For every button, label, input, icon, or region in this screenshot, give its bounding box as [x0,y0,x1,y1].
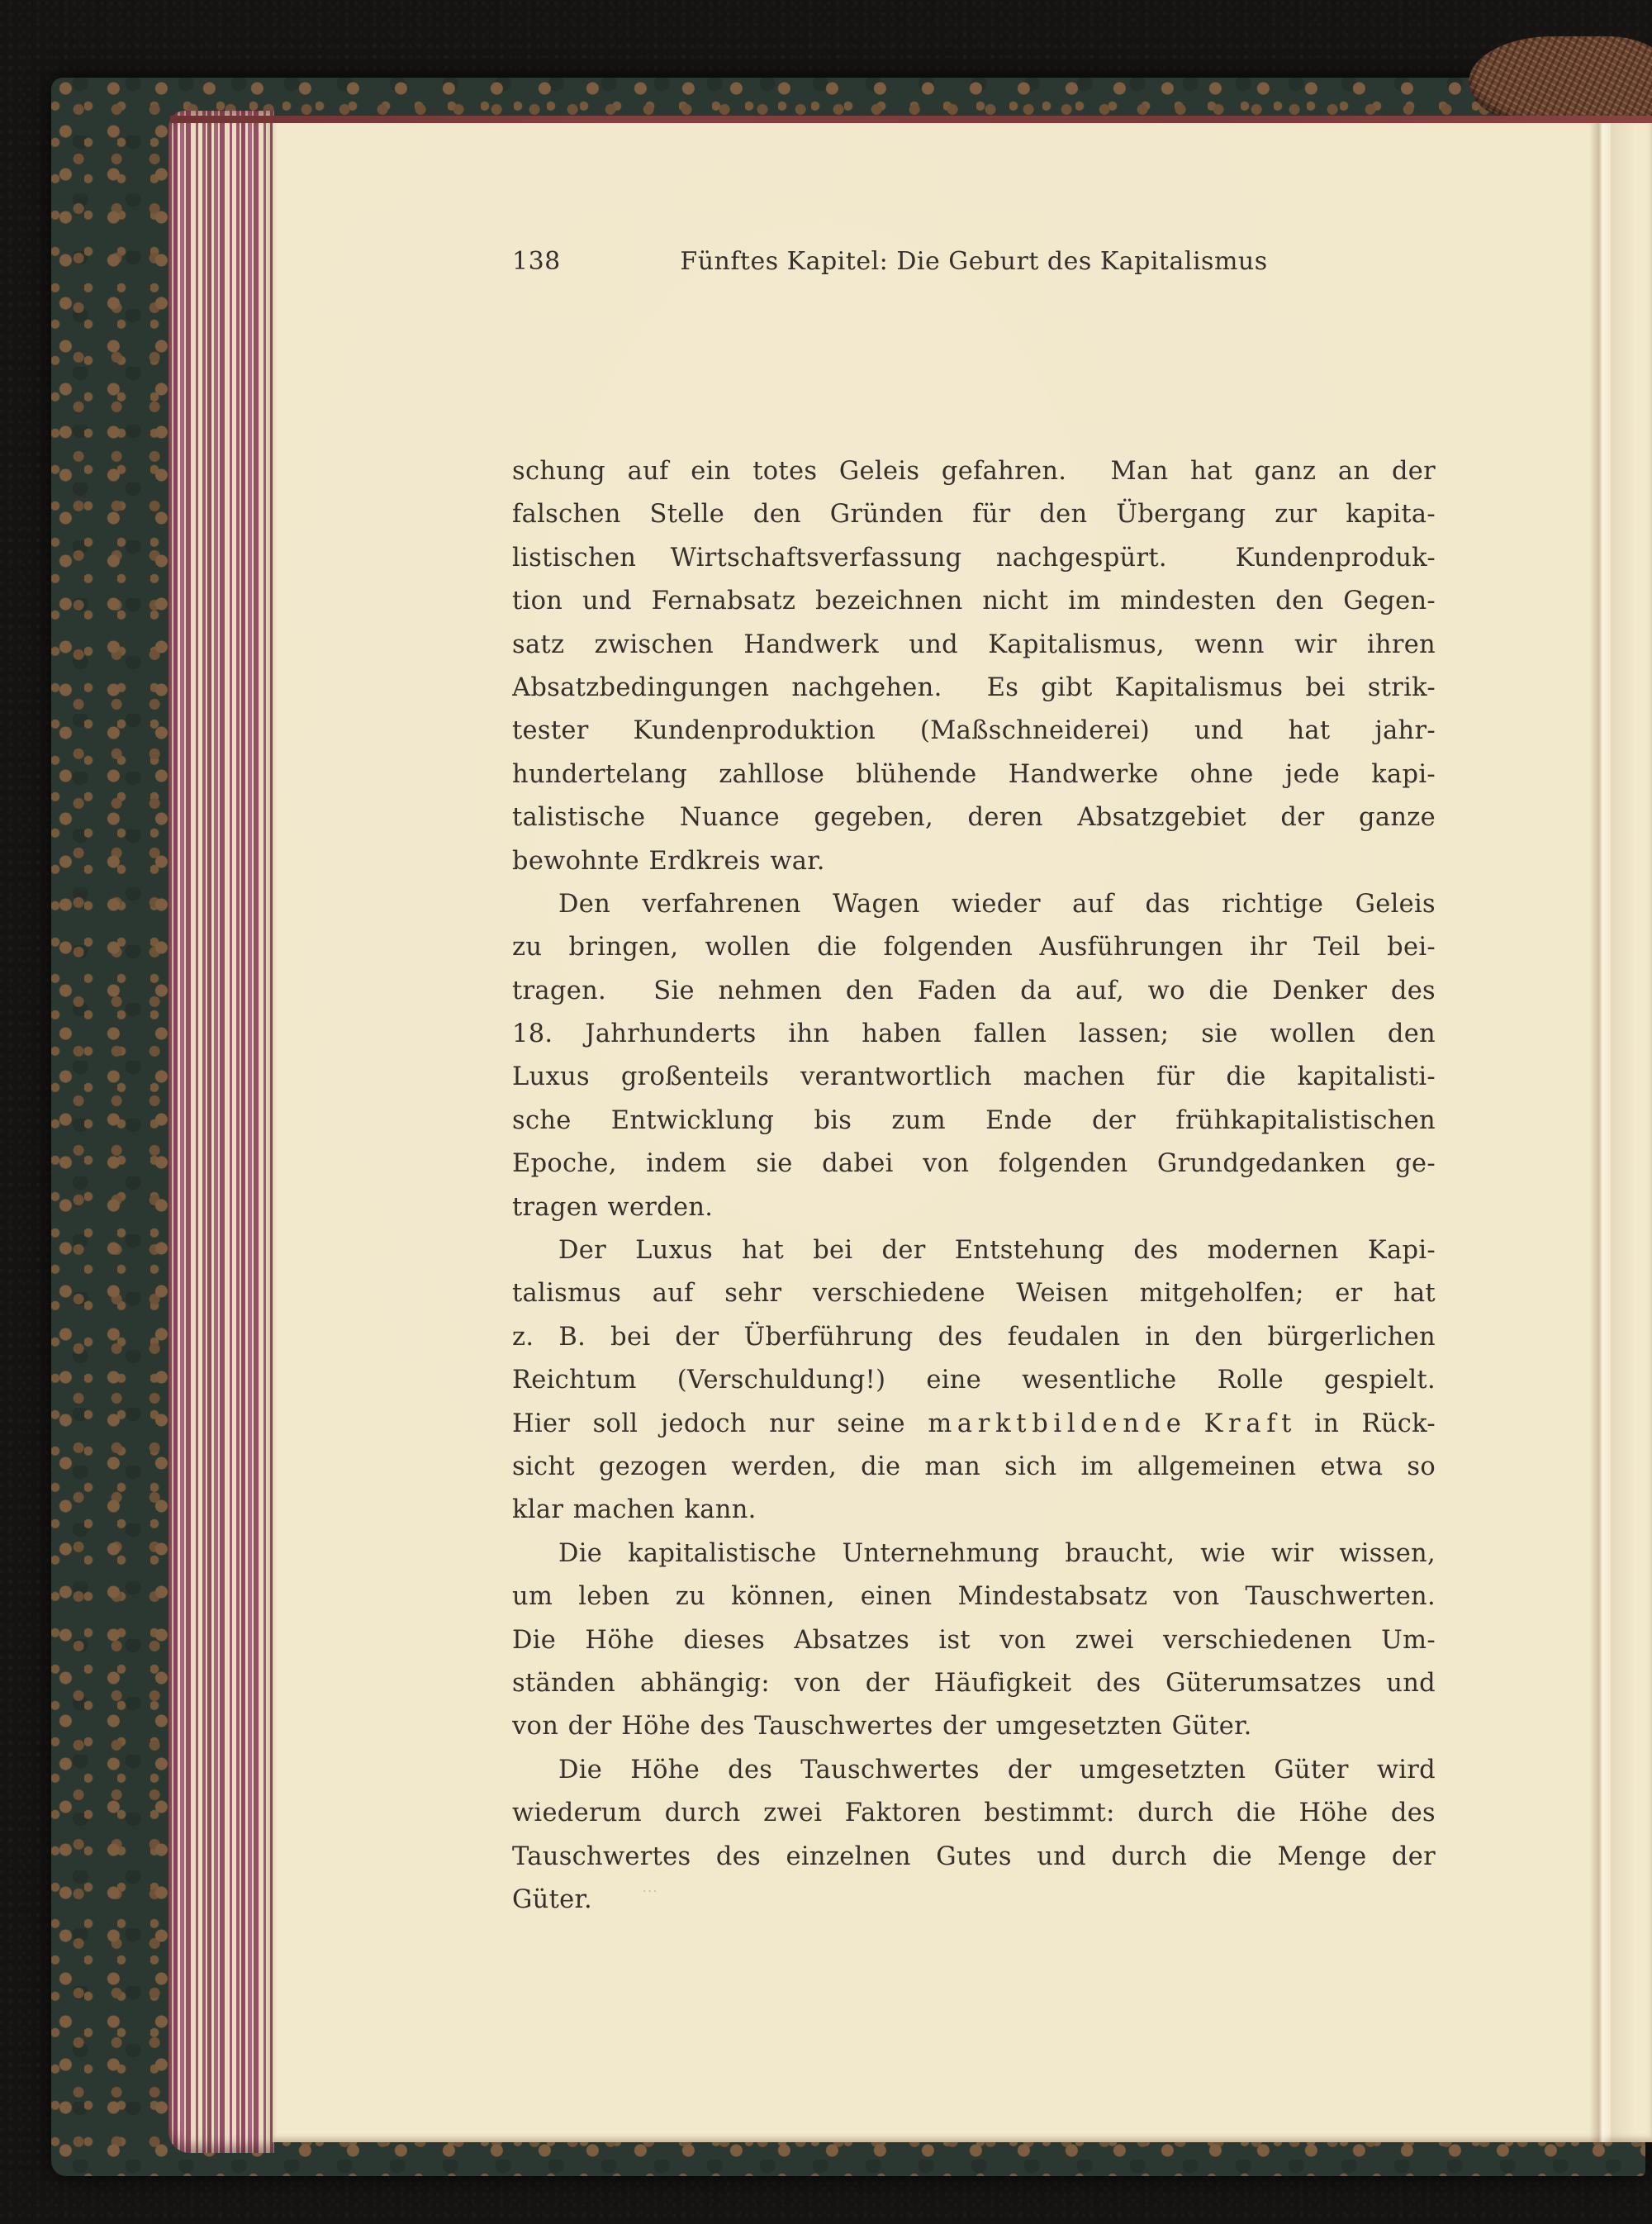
text-line: klar machen kann. [512,1495,757,1525]
text-line: tester Kundenproduktion (Maßschneiderei) und hat jahr- [512,716,1436,746]
text-line: ständen abhängig: von der Häufigkeit des Güterumsatzes und [512,1668,1436,1698]
text-line: Die Höhe dieses Absatzes ist von zwei verschiedenen Um- [512,1625,1436,1655]
text-line: tragen. Sie nehmen den Faden da auf, wo die Denker des [512,976,1436,1005]
text-block [512,450,1436,1922]
text-line: bewohnte Erdkreis war. [512,846,825,876]
page-gutter-fold [1589,121,1611,2142]
text-line: sicht gezogen werden, die man sich im allgemeinen etwa so [512,1452,1436,1481]
text-line: Tauschwertes des einzelnen Gutes und durch die Menge der [512,1841,1436,1871]
text-line: zu bringen, wollen die folgenden Ausführungen ihr Teil bei- [512,933,1436,962]
paper-speck: ··· [643,1885,659,1898]
text-column [512,247,1436,1914]
page-fore-edge [169,111,274,2153]
text-line: schung auf ein totes Geleis gefahren. Man hat ganz an der [512,457,1436,486]
text-line: Die kapitalistische Unternehmung braucht, wie wir wissen, [558,1538,1436,1568]
text-line: Reichtum (Verschuldung!) eine wesentliche Rolle gespielt. [512,1366,1436,1395]
text-line: Absatzbedingungen nachgehen. Es gibt Kapitalismus bei strik- [512,672,1436,702]
text-line: tragen werden. [512,1192,714,1222]
text-line: listischen Wirtschaftsverfassung nachgespürt. Kundenproduk- [512,543,1436,573]
text-line: talistische Nuance gegeben, deren Absatzgebiet der ganze [512,803,1436,833]
text-line: satz zwischen Handwerk und Kapitalismus, wenn wir ihren [512,630,1436,659]
text-line: z. B. bei der Überführung des feudalen in den bürgerlichen [512,1322,1436,1352]
running-header [512,247,1436,297]
facing-page-shading [1611,121,1652,2142]
text-line: Der Luxus hat bei der Entstehung des modernen Kapi- [558,1236,1436,1266]
text-line: Epoche, indem sie dabei von folgenden Grundgedanken ge- [512,1149,1436,1179]
text-line: Den verfahrenen Wagen wieder auf das richtige Geleis [558,889,1436,919]
text-line: hundertelang zahllose blühende Handwerke ohne jede kapi- [512,759,1436,789]
page-top-edge [170,116,1652,123]
text-line: 18. Jahrhunderts ihn haben fallen lassen; sie wollen den [512,1019,1436,1049]
text-line: um leben zu können, einen Mindestabsatz von Tauschwerten. [512,1582,1436,1612]
chapter-header: Fünftes Kapitel: Die Geburt des Kapitalismus [680,247,1268,276]
text-line: Hier soll jedoch nur seine m a r k t b i l d e n d e K r a f t in Rück- [512,1409,1436,1438]
page-number: 138 [512,247,561,276]
bookmark-ribbon [1469,36,1652,126]
text-line: falschen Stelle den Gründen für den Übergang zur kapita- [512,500,1436,530]
text-line: von der Höhe des Tauschwertes der umgesetzten Güter. [512,1712,1252,1742]
text-line: Güter. [512,1884,593,1914]
text-line: sche Entwicklung bis zum Ende der frühkapitalistischen [512,1105,1436,1135]
book-page [273,121,1652,2142]
text-line: Luxus großenteils verantwortlich machen für die kapitalisti- [512,1062,1436,1092]
text-line: wiederum durch zwei Faktoren bestimmt: durch die Höhe des [512,1799,1436,1828]
text-line: tion und Fernabsatz bezeichnen nicht im mindesten den Gegen- [512,587,1436,616]
text-line: Die Höhe des Tauschwertes der umgesetzten Güter wird [558,1755,1436,1784]
text-line: talismus auf sehr verschiedene Weisen mitgeholfen; er hat [512,1279,1436,1309]
